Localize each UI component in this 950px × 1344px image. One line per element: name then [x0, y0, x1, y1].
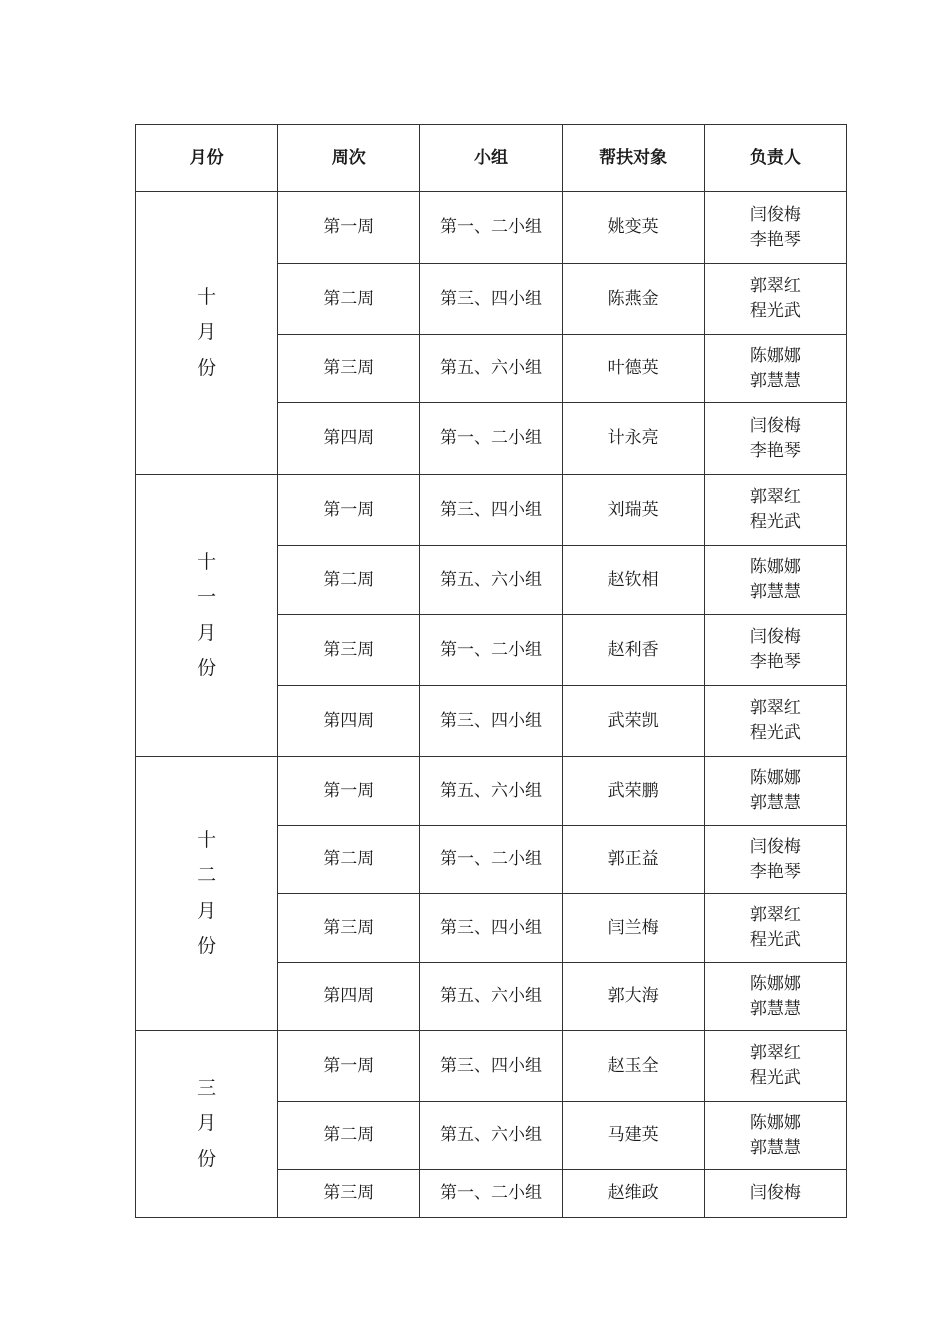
- month-char: 二: [197, 864, 217, 887]
- leader-name: 李艳琴: [749, 652, 801, 672]
- leader-name: 程光武: [749, 723, 801, 743]
- month-char: 十: [197, 551, 217, 574]
- header-leader: 负责人: [704, 125, 846, 192]
- leader-cell: [704, 1170, 846, 1218]
- leader-cell: [704, 264, 846, 335]
- schedule-table: [135, 124, 847, 1218]
- leader-name: 程光武: [749, 1068, 801, 1088]
- month-cell: [136, 757, 278, 1031]
- table-row: [136, 757, 847, 826]
- leader-cell: [704, 1031, 846, 1102]
- target-cell: 武荣鹏: [562, 757, 704, 826]
- week-cell: 第四周: [278, 963, 420, 1031]
- leader-name: 郭慧慧: [749, 793, 801, 813]
- week-cell: 第二周: [278, 1102, 420, 1170]
- table-row: [136, 475, 847, 546]
- leader-name: 郭慧慧: [749, 1137, 801, 1158]
- header-group: 小组: [420, 125, 562, 192]
- target-cell: 闫兰梅: [562, 894, 704, 963]
- leader-name: 陈娜娜: [749, 557, 801, 578]
- leader-name: 李艳琴: [749, 229, 801, 250]
- group-cell: 第一、二小组: [420, 403, 562, 475]
- leader-cell: [704, 403, 846, 475]
- week-cell: 第二周: [278, 826, 420, 894]
- leader-cell: [704, 757, 846, 826]
- header-row: [136, 125, 847, 192]
- month-char: 月: [197, 621, 217, 644]
- table-row: [136, 192, 847, 264]
- week-cell: 第一周: [278, 757, 420, 826]
- leader-cell: [704, 546, 846, 615]
- month-char: 月: [197, 1112, 217, 1135]
- week-cell: 第一周: [278, 475, 420, 546]
- leader-cell: [704, 963, 846, 1031]
- target-cell: 赵维政: [562, 1170, 704, 1218]
- table-row: [136, 1031, 847, 1102]
- header-target: 帮扶对象: [562, 125, 704, 192]
- group-cell: 第一、二小组: [420, 192, 562, 264]
- month-char: 十: [197, 829, 217, 852]
- month-char: 份: [197, 934, 217, 957]
- leader-name: 闫俊梅: [749, 836, 801, 857]
- week-cell: 第四周: [278, 403, 420, 475]
- group-cell: 第五、六小组: [420, 1102, 562, 1170]
- group-cell: 第三、四小组: [420, 686, 562, 757]
- target-cell: 刘瑞英: [562, 475, 704, 546]
- leader-cell: [704, 686, 846, 757]
- target-cell: 赵钦相: [562, 546, 704, 615]
- group-cell: 第五、六小组: [420, 335, 562, 403]
- week-cell: 第三周: [278, 615, 420, 686]
- month-char: 三: [197, 1077, 217, 1100]
- group-cell: 第五、六小组: [420, 546, 562, 615]
- leader-name: 闫俊梅: [749, 204, 801, 225]
- target-cell: 武荣凯: [562, 686, 704, 757]
- leader-name: 程光武: [749, 930, 801, 950]
- leader-name: 程光武: [749, 512, 801, 532]
- header-week: 周次: [278, 125, 420, 192]
- target-cell: 计永亮: [562, 403, 704, 475]
- group-cell: 第一、二小组: [420, 615, 562, 686]
- month-char: 月: [197, 321, 217, 344]
- leader-name: 李艳琴: [749, 861, 801, 882]
- week-cell: 第三周: [278, 1170, 420, 1218]
- leader-name: 闫俊梅: [749, 1183, 801, 1204]
- leader-name: 闫俊梅: [749, 627, 801, 648]
- week-cell: 第一周: [278, 1031, 420, 1102]
- leader-name: 郭翠红: [749, 1043, 801, 1064]
- leader-cell: [704, 615, 846, 686]
- month-char: 十: [197, 286, 217, 309]
- group-cell: 第三、四小组: [420, 894, 562, 963]
- target-cell: 赵玉全: [562, 1031, 704, 1102]
- leader-cell: [704, 475, 846, 546]
- leader-name: 陈娜娜: [749, 973, 801, 994]
- leader-cell: [704, 192, 846, 264]
- leader-name: 郭慧慧: [749, 582, 801, 602]
- target-cell: 马建英: [562, 1102, 704, 1170]
- group-cell: 第一、二小组: [420, 826, 562, 894]
- month-char: 份: [197, 356, 217, 379]
- leader-name: 陈娜娜: [749, 345, 801, 366]
- target-cell: 赵利香: [562, 615, 704, 686]
- header-month: 月份: [136, 125, 278, 192]
- table-body: [136, 192, 847, 1218]
- month-cell: [136, 1031, 278, 1218]
- leader-cell: [704, 894, 846, 963]
- group-cell: 第五、六小组: [420, 963, 562, 1031]
- month-cell: [136, 475, 278, 757]
- target-cell: 郭大海: [562, 963, 704, 1031]
- group-cell: 第五、六小组: [420, 757, 562, 826]
- month-char: 份: [197, 1147, 217, 1170]
- leader-name: 郭慧慧: [749, 370, 801, 391]
- week-cell: 第二周: [278, 546, 420, 615]
- group-cell: 第三、四小组: [420, 475, 562, 546]
- month-char: 份: [197, 656, 217, 679]
- leader-name: 郭翠红: [749, 487, 801, 508]
- leader-name: 陈娜娜: [749, 1112, 801, 1133]
- group-cell: 第三、四小组: [420, 264, 562, 335]
- leader-cell: [704, 826, 846, 894]
- leader-name: 郭翠红: [749, 698, 801, 719]
- leader-name: 陈娜娜: [749, 768, 801, 789]
- month-char: 月: [197, 899, 217, 922]
- leader-name: 郭翠红: [749, 276, 801, 297]
- week-cell: 第三周: [278, 894, 420, 963]
- target-cell: 陈燕金: [562, 264, 704, 335]
- leader-name: 郭翠红: [749, 905, 801, 926]
- leader-name: 郭慧慧: [749, 998, 801, 1019]
- leader-name: 闫俊梅: [749, 415, 801, 436]
- month-char: 一: [197, 586, 217, 609]
- target-cell: 姚变英: [562, 192, 704, 264]
- leader-cell: [704, 335, 846, 403]
- week-cell: 第二周: [278, 264, 420, 335]
- target-cell: 叶德英: [562, 335, 704, 403]
- week-cell: 第三周: [278, 335, 420, 403]
- week-cell: 第一周: [278, 192, 420, 264]
- group-cell: 第一、二小组: [420, 1170, 562, 1218]
- leader-name: 李艳琴: [749, 440, 801, 461]
- month-cell: [136, 192, 278, 475]
- week-cell: 第四周: [278, 686, 420, 757]
- leader-name: 程光武: [749, 301, 801, 321]
- target-cell: 郭正益: [562, 826, 704, 894]
- group-cell: 第三、四小组: [420, 1031, 562, 1102]
- leader-cell: [704, 1102, 846, 1170]
